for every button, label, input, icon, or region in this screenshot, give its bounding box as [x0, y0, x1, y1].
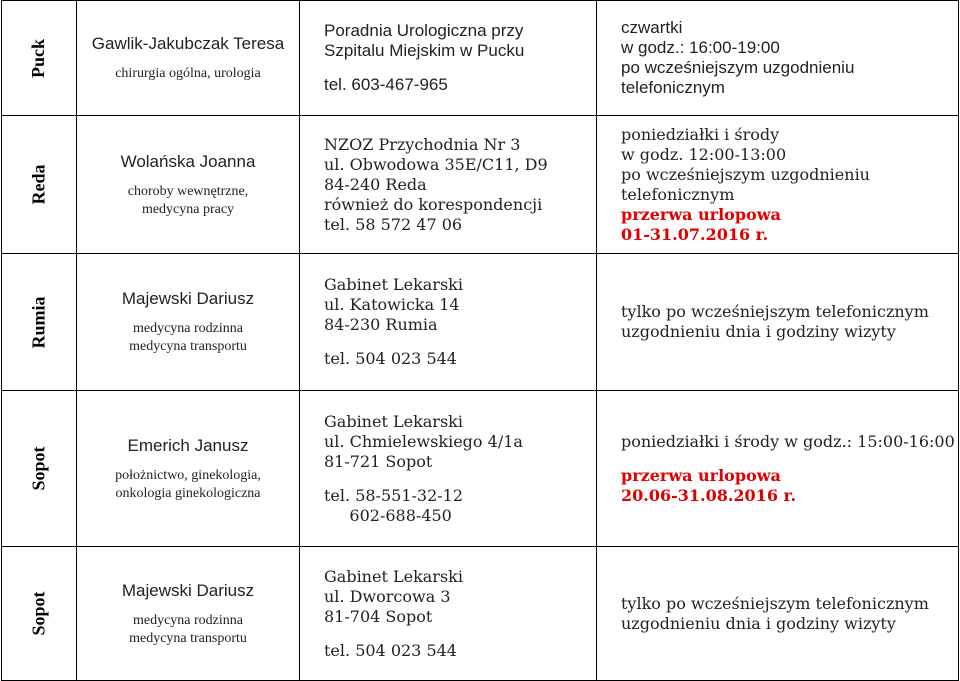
hours-cell	[597, 547, 959, 681]
hours-line: telefonicznym	[621, 78, 725, 97]
place-phone: 602-688-450	[324, 505, 452, 525]
hours-line: poniedziałki i środy w godz.: 15:00-16:00	[621, 431, 955, 451]
city-label: Reda	[28, 164, 49, 205]
holiday-dates: 01-31.07.2016 r.	[621, 224, 769, 244]
doctor-name: Emerich Janusz	[127, 435, 249, 455]
hours-line: po wcześniejszym uzgodnieniu	[621, 164, 870, 184]
doctor-cell	[77, 391, 300, 547]
place-line: Gabinet Lekarski	[324, 275, 463, 294]
place-line: NZOZ Przychodnia Nr 3	[324, 134, 521, 154]
holiday-dates: 20.06-31.08.2016 r.	[621, 485, 797, 505]
doctor-name: Majewski Dariusz	[121, 289, 255, 308]
doctor-cell	[77, 116, 300, 254]
city-label: Sopot	[28, 591, 49, 636]
place-line: ul. Obwodowa 35E/C11, D9	[324, 154, 548, 174]
place-phone: tel. 58 572 47 06	[324, 214, 463, 234]
hours-cell	[597, 254, 959, 391]
hours-cell	[597, 116, 959, 254]
place-cell	[300, 116, 597, 254]
city-label: Rumia	[28, 295, 49, 349]
holiday-label: przerwa urlopowa	[621, 465, 781, 485]
hours-line: uzgodnieniu dnia i godziny wizyty	[621, 322, 896, 341]
doctor-name: Gawlik-Jakubczak Teresa	[91, 34, 285, 53]
place-phone: tel. 603-467-965	[324, 75, 448, 94]
doctor-cell	[77, 547, 300, 681]
table-row	[2, 1, 959, 116]
hours-line: w godz.: 16:00-19:00	[621, 38, 780, 57]
place-line: ul. Katowicka 14	[324, 295, 460, 314]
doctor-name: Majewski Dariusz	[121, 580, 255, 600]
place-line: 81-704 Sopot	[324, 606, 433, 626]
place-cell	[300, 391, 597, 547]
holiday-label: przerwa urlopowa	[621, 204, 781, 224]
hours-line: tylko po wcześniejszym telefonicznym	[621, 593, 929, 613]
hours-cell	[597, 391, 959, 547]
place-line: Gabinet Lekarski	[324, 411, 463, 431]
hours-cell	[597, 1, 959, 116]
city-label: Sopot	[28, 446, 49, 491]
table-row	[2, 254, 959, 391]
hours-line: telefonicznym	[621, 184, 735, 204]
place-cell	[300, 547, 597, 681]
place-line: 81-721 Sopot	[324, 451, 433, 471]
place-line: Gabinet Lekarski	[324, 566, 463, 586]
city-cell	[2, 1, 77, 116]
city-cell	[2, 391, 77, 547]
place-cell	[300, 254, 597, 391]
doctor-name: Wolańska Joanna	[120, 151, 256, 171]
place-phone: tel. 58-551-32-12	[324, 485, 464, 505]
hours-line: poniedziałki i środy	[621, 124, 780, 144]
hours-line: w godz. 12:00-13:00	[621, 144, 787, 164]
specialty: położnictwo, ginekologia, onkologia ginekologiczna	[115, 467, 261, 501]
table-row	[2, 116, 959, 254]
place-phone: tel. 504 023 544	[324, 349, 457, 368]
city-cell	[2, 116, 77, 254]
doctors-table	[1, 0, 959, 681]
city-cell	[2, 547, 77, 681]
place-line: ul. Chmielewskiego 4/1a	[324, 431, 523, 451]
place-line: 84-230 Rumia	[324, 315, 438, 334]
doctor-cell	[77, 1, 300, 116]
specialty: medycyna rodzinna medycyna transportu	[129, 612, 247, 646]
place-line: ul. Dworcowa 3	[324, 586, 451, 606]
specialty: chirurgia ogólna, urologia	[115, 66, 261, 81]
specialty: medycyna rodzinna medycyna transportu	[129, 321, 247, 354]
hours-line: tylko po wcześniejszym telefonicznym	[621, 302, 929, 321]
place-line: Poradnia Urologiczna przy	[324, 21, 524, 40]
hours-line: uzgodnieniu dnia i godziny wizyty	[621, 613, 896, 633]
place-line: również do korespondencji	[324, 194, 543, 214]
table-row	[2, 391, 959, 547]
place-cell	[300, 1, 597, 116]
place-phone: tel. 504 023 544	[324, 640, 457, 660]
specialty: choroby wewnętrzne, medycyna pracy	[127, 183, 249, 217]
place-line: Szpitalu Miejskim w Pucku	[324, 41, 525, 60]
city-label: Puck	[28, 38, 49, 78]
city-cell	[2, 254, 77, 391]
place-line: 84-240 Reda	[324, 174, 427, 194]
hours-line: po wcześniejszym uzgodnieniu	[621, 58, 855, 77]
doctor-cell	[77, 254, 300, 391]
table-row	[2, 547, 959, 681]
hours-line: czwartki	[621, 18, 683, 37]
